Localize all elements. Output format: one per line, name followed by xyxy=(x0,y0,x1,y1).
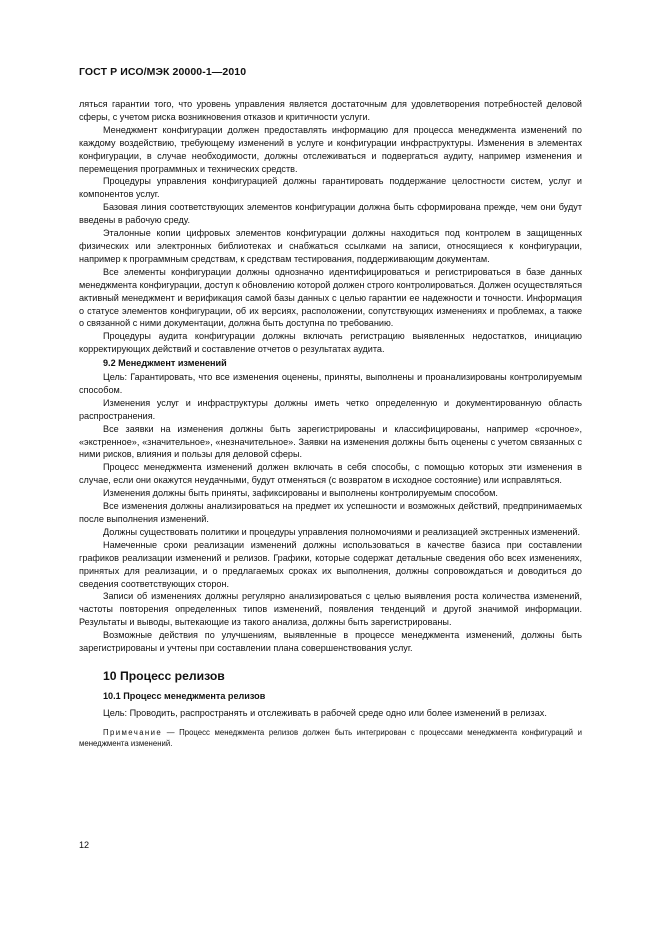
body-text xyxy=(79,98,582,749)
paragraph: Записи об изменениях должны регулярно анализироваться с целью выявления роста количества изменений, частоты повторения определенных типов изменений, появления тенденций и другой значимой информации. Результаты и выводы, вытекающие из такого анализа, должны быть зарегистрированы. xyxy=(79,591,582,628)
paragraph: Должны существовать политики и процедуры управления полномочиями и реализацией экстренных изменений. xyxy=(103,526,581,537)
paragraph: Процедуры аудита конфигурации должны включать регистрацию выявленных недостатков, инициацию корректирующих действий и составление отчетов о результатах аудита. xyxy=(79,331,582,355)
page-number: 12 xyxy=(79,840,90,850)
note-text: — Процесс менеджмента релизов должен быть интегрирован с процессами менеджмента конфигураций и менеджмента изменений. xyxy=(79,727,582,748)
paragraph: Эталонные копии цифровых элементов конфигурации должны находиться под контролем в защищенных физических или электронных библиотеках и снабжаться ссылками на записи, относящиеся к конфигурации, например к программным средствам, к средствам тестирования, поддерживающим документам. xyxy=(79,228,582,264)
paragraph: Базовая линия соответствующих элементов конфигурации должна быть сформирована прежде, чем они будут введены в рабочую среду. xyxy=(79,202,582,226)
paragraph: Менеджмент конфигурации должен предоставлять информацию для процесса менеджмента изменений по каждому воздействию, требующему изменений в услуге и конфигурации инфраструктуры. Изменения в элементах конфигурации, в случае необходимости, должны отслеживаться и подвергаться аудиту, например изменения и перемещения программных и технических средств. xyxy=(79,124,582,174)
section-10-1-heading: 10.1 Процесс менеджмента релизов xyxy=(103,690,266,701)
section-9-2-heading: 9.2 Менеджмент изменений xyxy=(103,358,227,369)
paragraph: Намеченные сроки реализации изменений должны использоваться в качестве базиса при составлении графиков реализации изменений и релизов. Графики, которые содержат детальные сведения обо всех изменениях, принятых для реализации, и о предлагаемых сроках их выполнения, должны сопровождаться и доводиться до сведения соответствующих сторон. xyxy=(79,539,582,589)
paragraph: Все элементы конфигурации должны однозначно идентифицироваться и регистрироваться в базе данных менеджмента конфигурации, доступ к обновлению которой должен строго контролироваться. Должен осуществляться активный менеджмент и верификация самой базы данных с целью гарантии ее надежности и точности. Информация о статусе элементов конфигурации, об их версиях, расположении, сопутствующих изменениях и проблемах, а также о связанной с ними документации, должна быть доступна по требованию. xyxy=(79,266,582,329)
section-10-heading: 10 Процесс релизов xyxy=(103,668,225,683)
paragraph: Цель: Гарантировать, что все изменения оценены, приняты, выполнены и проанализированы контролируемым способом. xyxy=(79,372,582,395)
paragraph: Изменения должны быть приняты, зафиксированы и выполнены контролируемым способом. xyxy=(103,488,498,499)
paragraph: Возможные действия по улучшениям, выявленные в процессе менеджмента изменений, должны быть зарегистрированы и учтены при составлении плана совершенствования услуг. xyxy=(79,630,582,654)
paragraph: Все заявки на изменения должны быть зарегистрированы и классифицированы, например «срочное», «экстренное», «значительное», «незначительное». Заявки на изменения должны быть оценены с учетом связанных с ними рисков, влияния и пользы для деловой сферы. xyxy=(79,423,582,460)
paragraph: Все изменения должны анализироваться на предмет их успешности и возможных действий, предпринимаемых после выполнения изменений. xyxy=(79,501,582,524)
paragraph: ляться гарантии того, что уровень управления является достаточным для удовлетворения потребностей деловой сферы, с учетом риска возникновения отказов и критичности услуги. xyxy=(79,99,582,122)
document-header: ГОСТ Р ИСО/МЭК 20000-1—2010 xyxy=(79,66,247,78)
paragraph: Цель: Проводить, распространять и отслеживать в рабочей среде одно или более изменений в релизах. xyxy=(103,707,547,718)
note-label: Примечание xyxy=(103,727,163,737)
paragraph: Процедуры управления конфигурацией должны гарантировать поддержание целостности систем, услуг и компонентов услуг. xyxy=(79,176,582,200)
paragraph: Процесс менеджмента изменений должен включать в себя способы, с помощью которых эти изменения в случае, если они окажутся неудачными, будут отменяться (с возвратом в исходное состояние) или исправляться. xyxy=(79,462,582,486)
paragraph: Изменения услуг и инфраструктуры должны иметь четко определенную и документированную область распространения. xyxy=(79,397,582,421)
note xyxy=(79,727,582,749)
